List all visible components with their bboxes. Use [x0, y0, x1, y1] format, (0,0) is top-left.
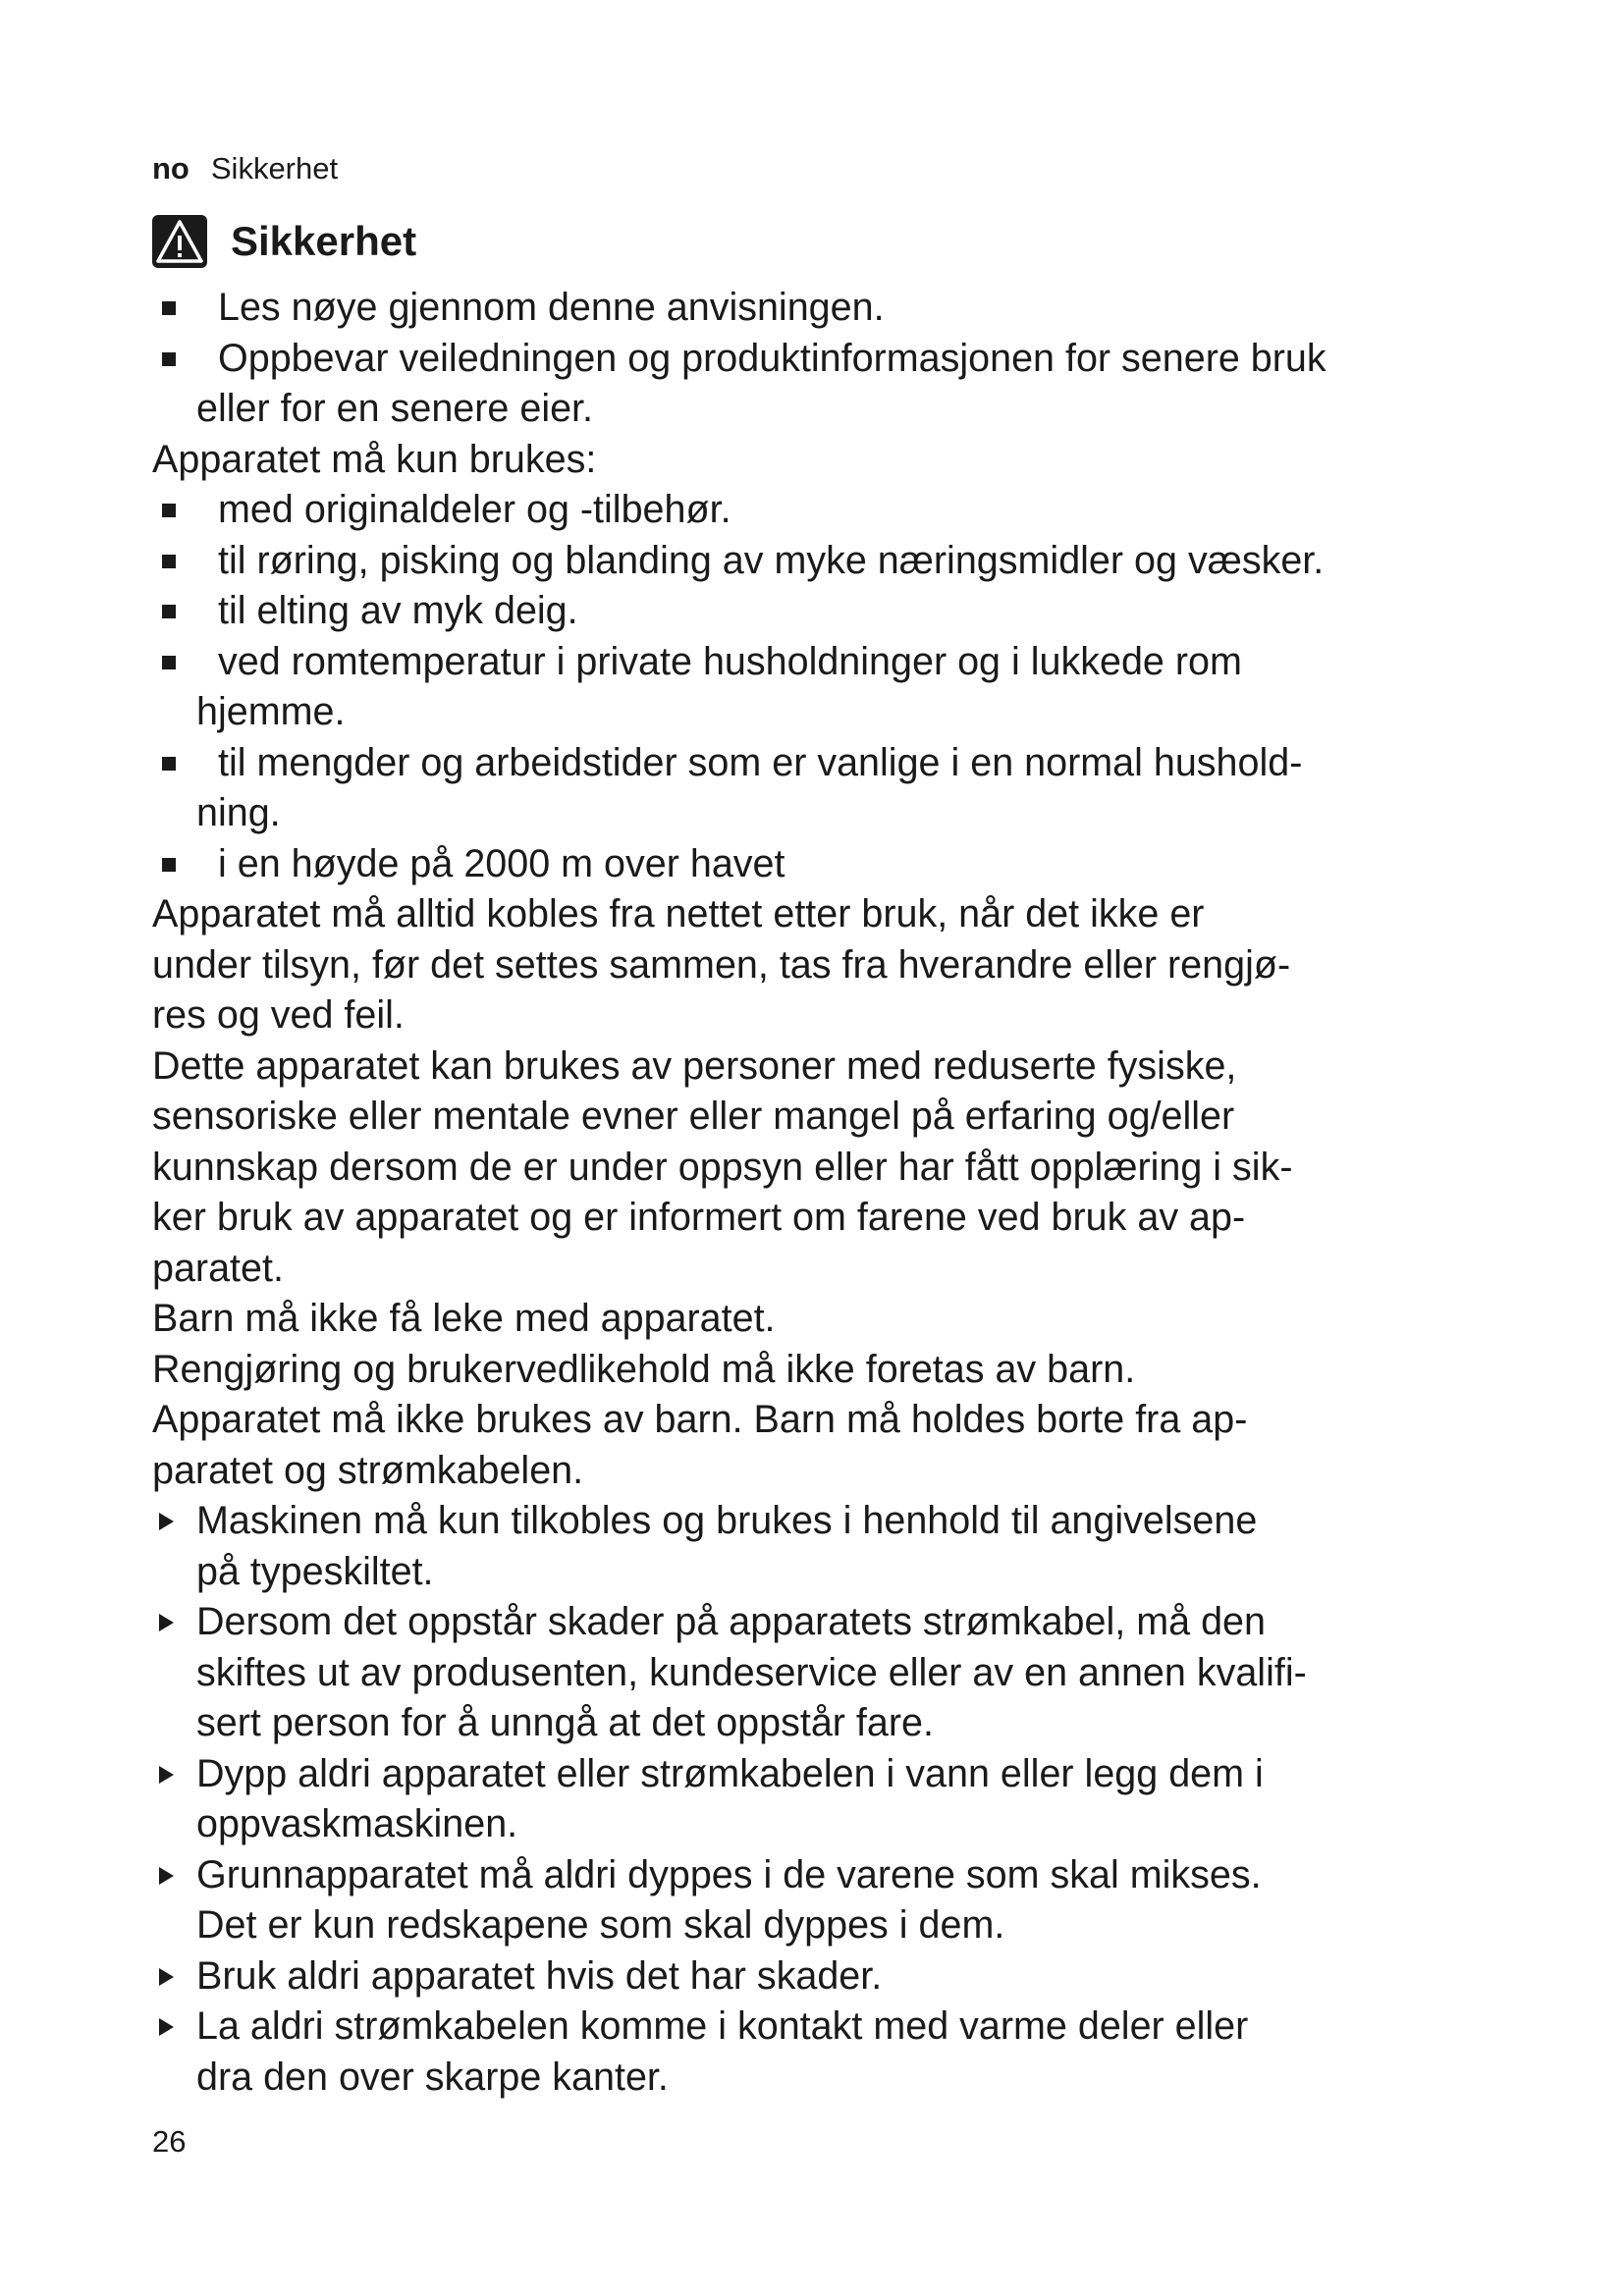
safety-content: [152, 283, 1537, 2103]
paragraph-disconnect: [152, 889, 1537, 1041]
instruction-item: [152, 1850, 1537, 1951]
intro-list: [152, 283, 1537, 435]
instruction-line: Maskinen må kun tilkobles og brukes i henhold til angivelsene: [196, 1499, 1258, 1542]
list-item: [152, 839, 1537, 890]
page-number: 26: [152, 2124, 187, 2159]
instruction-line: dra den over skarpe kanter.: [196, 2055, 669, 2099]
paragraph-line: Apparatet må ikke brukes av barn. Barn må holdes borte fra ap-: [152, 1398, 1248, 1441]
instruction-item: [152, 1951, 1537, 2002]
page-title: Sikkerhet: [231, 218, 417, 264]
instruction-item: [152, 2002, 1537, 2103]
paragraph-line: sensoriske eller mentale evner eller mangel på erfaring og/eller: [152, 1095, 1235, 1138]
instruction-item: [152, 1749, 1537, 1850]
list-item: [152, 334, 1537, 435]
list-item-line: til mengder og arbeidstider som er vanlige i en normal hushold-: [218, 740, 1303, 784]
usage-list: [152, 485, 1537, 889]
instruction-line: La aldri strømkabelen komme i kontakt med varme deler eller: [196, 2004, 1249, 2048]
paragraph-line: ker bruk av apparatet og er informert om farene ved bruk av ap-: [152, 1196, 1246, 1239]
paragraph-children-cleaning: [152, 1345, 1537, 1396]
usage-heading: Apparatet må kun brukes:: [152, 437, 597, 481]
instruction-line: Det er kun redskapene som skal dyppes i dem.: [196, 1903, 1005, 1947]
list-item: [152, 586, 1537, 637]
paragraph-line: Barn må ikke få leke med apparatet.: [152, 1297, 776, 1340]
instruction-line: skiftes ut av produsenten, kundeservice eller av en annen kvalifi-: [196, 1650, 1307, 1694]
paragraph-line: under tilsyn, før det settes sammen, tas fra hverandre eller rengjø-: [152, 942, 1291, 987]
list-item: [152, 637, 1537, 738]
instruction-line: på typeskiltet.: [196, 1549, 434, 1593]
instruction-list: [152, 1496, 1537, 2103]
header-section-title: Sikkerhet: [210, 151, 339, 186]
instruction-line: Dersom det oppstår skader på apparatets strømkabel, må den: [196, 1600, 1266, 1643]
section-heading: [152, 214, 416, 269]
instruction-item: [152, 1597, 1537, 1749]
instruction-line: Bruk aldri apparatet hvis det har skader.: [196, 1953, 883, 1998]
list-item-line: ning.: [196, 791, 281, 834]
list-item-line: i en høyde på 2000 m over havet: [218, 841, 785, 885]
list-item: [152, 536, 1537, 587]
instruction-line: oppvaskmaskinen.: [196, 1802, 518, 1845]
instruction-line: Dypp aldri apparatet eller strømkabelen i vann eller legg dem i: [196, 1751, 1264, 1795]
list-item-line: til røring, pisking og blanding av myke næringsmidler og væsker.: [218, 538, 1325, 582]
paragraph-line: Rengjøring og brukervedlikehold må ikke foretas av barn.: [152, 1347, 1136, 1391]
list-item: [152, 738, 1537, 839]
instruction-item: [152, 1496, 1537, 1597]
list-item: [152, 283, 1537, 334]
list-item-line: eller for en senere eier.: [196, 387, 594, 430]
paragraph-line: Dette apparatet kan brukes av personer med reduserte fysiske,: [152, 1043, 1237, 1088]
instruction-line: sert person for å unngå at det oppstår fare.: [196, 1701, 934, 1744]
running-header: [152, 149, 338, 188]
paragraph-persons: [152, 1041, 1537, 1295]
list-item-line: med originaldeler og -tilbehør.: [218, 488, 731, 531]
list-item-line: hjemme.: [196, 690, 346, 733]
paragraph-line: paratet og strømkabelen.: [152, 1448, 584, 1492]
paragraph-line: paratet.: [152, 1246, 284, 1290]
warning-triangle-icon: [152, 215, 207, 268]
instruction-line: Grunnapparatet må aldri dyppes i de varene som skal mikses.: [196, 1852, 1262, 1896]
list-item-line: til elting av myk deig.: [218, 589, 578, 632]
list-item-line: Les nøye gjennom denne anvisningen.: [218, 286, 885, 329]
list-item: [152, 485, 1537, 536]
paragraph-line: res og ved feil.: [152, 993, 405, 1037]
list-item-line: ved romtemperatur i private husholdninger og i lukkede rom: [218, 639, 1242, 683]
list-item-line: Oppbevar veiledningen og produktinformasjonen for senere bruk: [218, 336, 1326, 380]
language-code: no: [152, 151, 189, 186]
paragraph-children-use: [152, 1395, 1537, 1496]
paragraph-children-play: [152, 1294, 1537, 1345]
paragraph-line: kunnskap dersom de er under oppsyn eller har fått opplæring i sik-: [152, 1145, 1293, 1189]
paragraph-line: Apparatet må alltid kobles fra nettet etter bruk, når det ikke er: [152, 892, 1205, 935]
